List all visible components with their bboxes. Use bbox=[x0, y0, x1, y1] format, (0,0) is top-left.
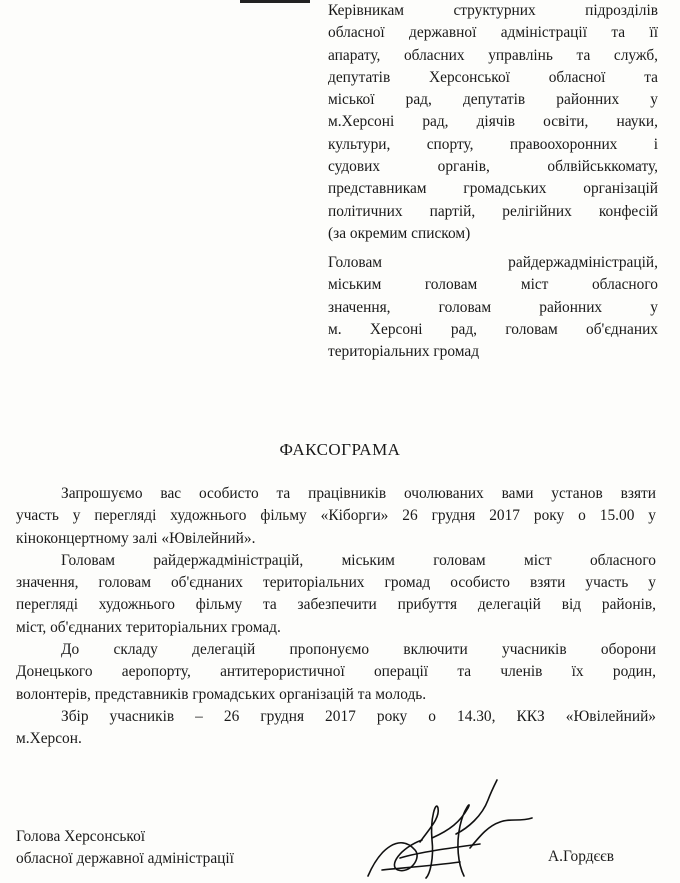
scan-edge-mark bbox=[240, 0, 310, 3]
addressee-line: апарату, обласних управлінь та служб, bbox=[328, 46, 658, 64]
paragraph-line: Запрошуємо вас особисто та працівників очолюваних вами установ взяти bbox=[61, 485, 656, 502]
addressee-line: культури, спорту, правоохоронних і bbox=[328, 135, 658, 153]
paragraph-line: участь у перегляді художнього фільму «Кіборги» 26 грудня 2017 року о 15.00 у bbox=[16, 507, 656, 525]
paragraph-line: перегляді художнього фільму та забезпечити прибуття делегацій від районів, bbox=[16, 596, 656, 614]
addressee-block-1 bbox=[328, 0, 658, 245]
paragraph-line: м.Херсон. bbox=[16, 730, 82, 748]
position-line: обласної державної адміністрації bbox=[16, 850, 234, 867]
addressee-line: судових органів, облвійськкомату, bbox=[328, 158, 658, 176]
addressee-line: значення, головам районних у bbox=[328, 298, 658, 316]
addressee-line: Головам райдержадміністрацій, bbox=[328, 254, 658, 271]
paragraph-line: Збір учасників – 26 грудня 2017 року о 14.30, ККЗ «Ювілейний» bbox=[61, 707, 656, 725]
addressee-line: міським головам міст обласного bbox=[328, 276, 658, 294]
addressee-line: територіальних громад bbox=[328, 343, 480, 361]
paragraph-line: Головам райдержадміністрацій, міським головам міст обласного bbox=[61, 551, 656, 569]
paragraph-line: Донецького аеропорту, антитерористичної операції та членів їх родин, bbox=[16, 663, 656, 681]
signatory-position bbox=[16, 826, 234, 870]
addressee-line: обласної державної адміністрації та її bbox=[328, 24, 658, 42]
addressee-line: м. Херсоні рад, головам об'єднаних bbox=[328, 320, 658, 338]
document-title: ФАКСОГРАМА bbox=[279, 440, 401, 459]
paragraph-line: значення, головам об'єднаних територіальних громад особисто взяти участь у bbox=[16, 574, 656, 592]
position-line: Голова Херсонської bbox=[16, 828, 146, 845]
addressee-line: (за окремим списком) bbox=[328, 224, 471, 242]
document-body bbox=[16, 483, 656, 751]
addressee-line: депутатів Херсонської обласної та bbox=[328, 68, 658, 86]
paragraph-line: волонтерів, представників громадських організацій та молодь. bbox=[16, 685, 427, 703]
addressee-line: м.Херсоні рад, діячів освіти, науки, bbox=[328, 113, 658, 131]
paragraph-line: До складу делегацій пропонуємо включити учасників оборони bbox=[61, 641, 656, 659]
paragraph-line: кіноконцертному залі «Ювілейний». bbox=[16, 529, 256, 547]
addressee-line: політичних партій, релігійних конфесій bbox=[328, 202, 658, 220]
addressee-line: Керівникам структурних підрозділів bbox=[328, 2, 658, 19]
paragraph-line: міст, об'єднаних територіальних громад. bbox=[16, 618, 281, 636]
addressee-line: міської рад, депутатів районних у bbox=[328, 91, 658, 109]
signatory-name: А.Гордєєв bbox=[548, 848, 615, 865]
addressee-line: представникам громадських організацій bbox=[328, 180, 658, 198]
handwritten-signature bbox=[360, 778, 540, 883]
addressee-block-2 bbox=[328, 252, 658, 363]
